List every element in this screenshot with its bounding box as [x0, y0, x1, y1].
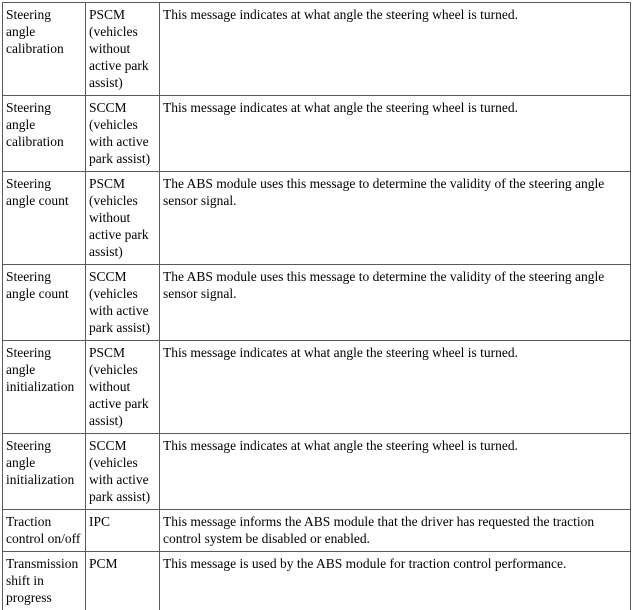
module-cell: PCM [86, 552, 160, 610]
module-cell: PSCM (vehicles without active park assist) [86, 3, 160, 96]
table-row [3, 96, 631, 172]
description-cell: The ABS module uses this message to determine the validity of the steering angle sensor signal. [160, 172, 631, 265]
description-cell: The ABS module uses this message to determine the validity of the steering angle sensor signal. [160, 265, 631, 341]
module-cell: IPC [86, 510, 160, 552]
message-cell: Traction control on/off [3, 510, 86, 552]
table-row [3, 265, 631, 341]
network-message-table [2, 2, 631, 610]
message-cell: Steering angle initialization [3, 341, 86, 434]
module-cell: SCCM (vehicles with active park assist) [86, 434, 160, 510]
description-cell: This message indicates at what angle the steering wheel is turned. [160, 96, 631, 172]
message-cell: Transmission shift in progress [3, 552, 86, 610]
module-cell: PSCM (vehicles without active park assist) [86, 341, 160, 434]
message-cell: Steering angle calibration [3, 96, 86, 172]
description-cell: This message indicates at what angle the steering wheel is turned. [160, 434, 631, 510]
table-row [3, 552, 631, 610]
description-cell: This message is used by the ABS module for traction control performance. [160, 552, 631, 610]
table-row [3, 434, 631, 510]
description-cell: This message indicates at what angle the steering wheel is turned. [160, 3, 631, 96]
table-row [3, 172, 631, 265]
message-cell: Steering angle calibration [3, 3, 86, 96]
message-cell: Steering angle initialization [3, 434, 86, 510]
message-cell: Steering angle count [3, 265, 86, 341]
table-row [3, 3, 631, 96]
table-row [3, 341, 631, 434]
table-row [3, 510, 631, 552]
module-cell: SCCM (vehicles with active park assist) [86, 96, 160, 172]
module-cell: PSCM (vehicles without active park assist) [86, 172, 160, 265]
message-cell: Steering angle count [3, 172, 86, 265]
description-cell: This message indicates at what angle the steering wheel is turned. [160, 341, 631, 434]
module-cell: SCCM (vehicles with active park assist) [86, 265, 160, 341]
description-cell: This message informs the ABS module that the driver has requested the traction control system be disabled or enabled. [160, 510, 631, 552]
